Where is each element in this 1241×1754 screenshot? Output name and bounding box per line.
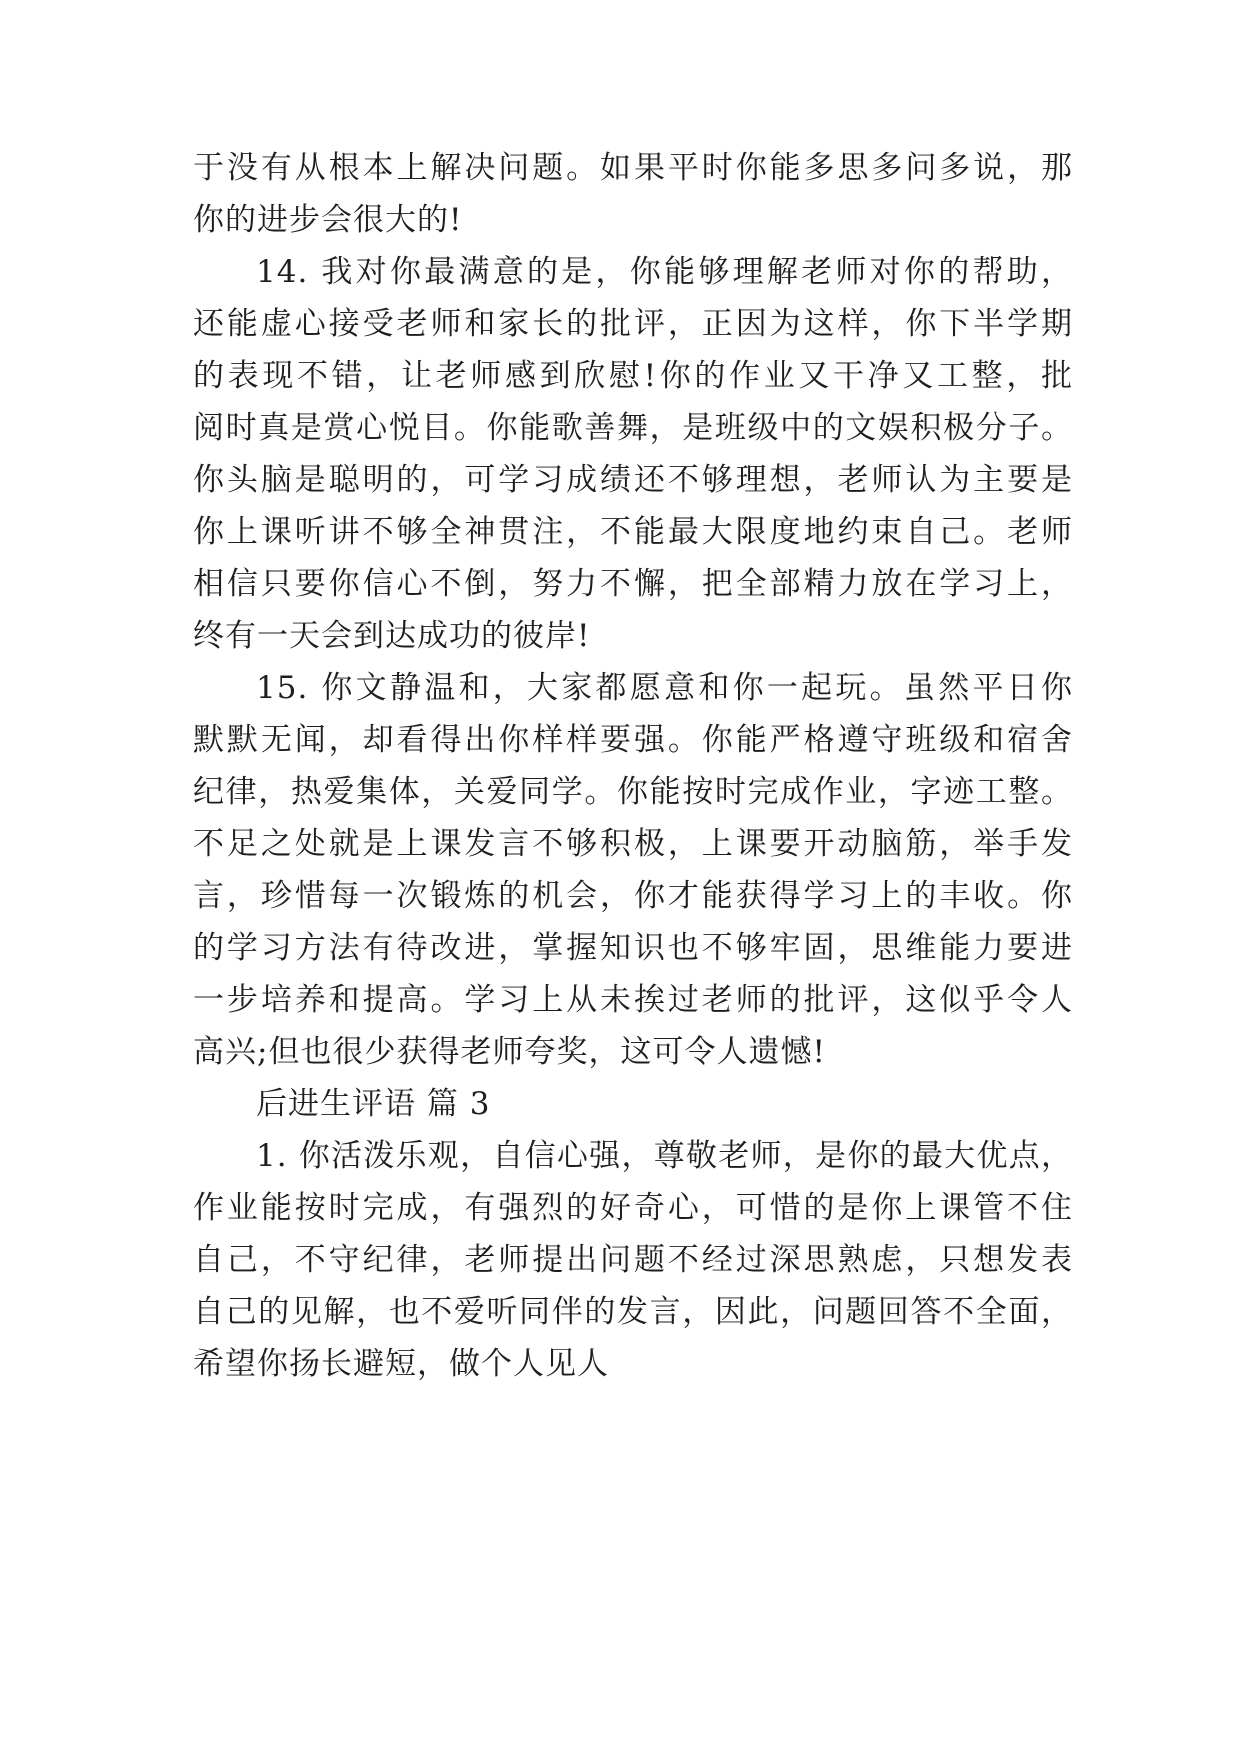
- paragraph-line: 还能虚心接受老师和家长的批评，正因为这样，你下半学期: [193, 306, 1073, 342]
- paragraph-line: 希望你扬长避短，做个人见人: [193, 1346, 609, 1382]
- paragraph-line: 你的进步会很大的!: [193, 202, 463, 238]
- paragraph-line: 1. 你活泼乐观，自信心强，尊敬老师，是你的最大优点，: [256, 1138, 1073, 1174]
- paragraph-line: 15. 你文静温和，大家都愿意和你一起玩。虽然平日你: [256, 670, 1073, 706]
- paragraph-line: 14. 我对你最满意的是，你能够理解老师对你的帮助，: [256, 254, 1073, 290]
- paragraph-line: 不足之处就是上课发言不够积极，上课要开动脑筋，举手发: [193, 826, 1073, 862]
- paragraph-line: 的学习方法有待改进，掌握知识也不够牢固，思维能力要进: [193, 930, 1073, 966]
- paragraph-line: 你头脑是聪明的，可学习成绩还不够理想，老师认为主要是: [193, 462, 1073, 498]
- section-heading: 后进生评语 篇 3: [256, 1086, 491, 1122]
- paragraph-line: 高兴;但也很少获得老师夸奖，这可令人遗憾!: [193, 1034, 826, 1070]
- paragraph-line: 你上课听讲不够全神贯注，不能最大限度地约束自己。老师: [193, 514, 1073, 550]
- paragraph-line: 的表现不错，让老师感到欣慰!你的作业又干净又工整，批: [193, 358, 1073, 394]
- paragraph-line: 默默无闻，却看得出你样样要强。你能严格遵守班级和宿舍: [193, 722, 1073, 758]
- paragraph-line: 终有一天会到达成功的彼岸!: [193, 618, 591, 654]
- paragraph-line: 作业能按时完成，有强烈的好奇心，可惜的是你上课管不住: [193, 1190, 1073, 1226]
- paragraph-line: 纪律，热爱集体，关爱同学。你能按时完成作业，字迹工整。: [193, 774, 1073, 810]
- paragraph-line: 自己的见解，也不爱听同伴的发言，因此，问题回答不全面，: [193, 1294, 1073, 1330]
- paragraph-line: 自己，不守纪律，老师提出问题不经过深思熟虑，只想发表: [193, 1242, 1073, 1278]
- paragraph-line: 一步培养和提高。学习上从未挨过老师的批评，这似乎令人: [193, 982, 1073, 1018]
- paragraph-line: 于没有从根本上解决问题。如果平时你能多思多问多说，那: [193, 150, 1073, 186]
- paragraph-line: 相信只要你信心不倒，努力不懈，把全部精力放在学习上，: [193, 566, 1073, 602]
- paragraph-line: 言，珍惜每一次锻炼的机会，你才能获得学习上的丰收。你: [193, 878, 1073, 914]
- paragraph-line: 阅时真是赏心悦目。你能歌善舞，是班级中的文娱积极分子。: [193, 410, 1073, 446]
